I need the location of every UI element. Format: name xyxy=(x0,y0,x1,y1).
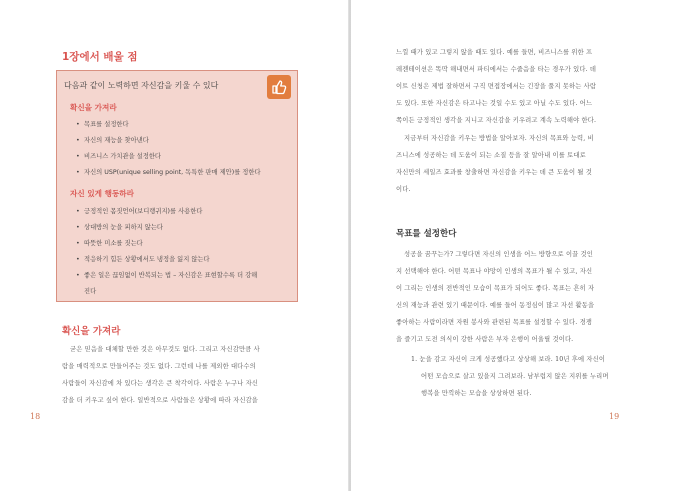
section-heading: 목표를 설정한다 xyxy=(396,229,457,239)
paragraph-line: 이 그리는 인생의 전반적인 모습이 목표가 되어도 좋다. 목표는 흔히 자 xyxy=(396,285,595,292)
paragraph-line: 쪽이든 긍정적인 생각을 지니고 자신감을 키우려고 계속 노력해야 한다. xyxy=(396,117,597,124)
list-item: • 자신의 재능을 찾아낸다 xyxy=(76,137,149,144)
paragraph-line: 자신만의 세일즈 효과를 창출하면 자신감을 키우는 데 큰 도움이 될 것 xyxy=(396,169,593,176)
paragraph-line: 지금부터 자신감을 키우는 방법을 알아보자. 자신의 목표와 능력, 비 xyxy=(404,135,594,142)
paragraph-line: 좋아하는 사람이라면 자원 봉사와 관련된 목표를 설정할 수 있다. 경쟁 xyxy=(396,319,593,326)
numbered-list-line: 행복을 만끽하는 모습을 상상하면 된다. xyxy=(421,390,532,397)
summary-box-heading: 다음과 같이 노력하면 자신감을 키울 수 있다 xyxy=(64,81,219,90)
box-group-title-act: 자신 있게 행동하라 xyxy=(70,189,134,198)
paragraph-line: 을 즐기고 도전 의식이 강한 사람은 부자 은행이 어울릴 것이다. xyxy=(396,336,574,343)
box-group-title-confidence: 확신을 가져라 xyxy=(70,103,117,112)
paragraph-line: 느낄 때가 있고 그렇지 않을 때도 있다. 예를 들면, 비즈니스를 위한 프 xyxy=(396,49,593,56)
paragraph-line: 이다. xyxy=(396,186,411,193)
list-item: • 상대방의 눈을 피하지 않는다 xyxy=(76,224,163,231)
list-item: • 비즈니스 가치관을 설정한다 xyxy=(76,153,161,160)
list-item: • 적응하기 힘든 상황에서도 냉정을 잃지 않는다 xyxy=(76,256,210,263)
section-title: 1장에서 배울 점 xyxy=(62,51,138,63)
paragraph-line: 사람들이 자신감에 차 있다는 생각은 큰 착각이다. 사람은 누구나 자신 xyxy=(62,380,259,387)
paragraph-line: 감을 더 키우고 싶어 한다. 일반적으로 사람들은 상황에 따라 자신감을 xyxy=(62,397,259,404)
left-page xyxy=(0,0,349,491)
thumbs-up-icon xyxy=(267,75,291,99)
list-item: • 좋은 일은 끊임없이 반복되는 법 – 자신감은 표현할수록 더 강해 xyxy=(76,272,258,279)
paragraph-line: 굳은 믿음을 대체할 만한 것은 아무것도 없다. 그리고 자신감만큼 사 xyxy=(70,346,260,353)
summary-box xyxy=(56,70,298,302)
paragraph-line: 도 있다. 또한 자신감은 타고나는 것일 수도 있고 아닐 수도 있다. 어느 xyxy=(396,100,593,107)
paragraph-line: 레젠테이션은 똑딱 해내면서 파티에서는 수줍음을 타는 경우가 있다. 데 xyxy=(396,66,597,73)
paragraph-line: 신의 재능과 관련 있기 때문이다. 예를 들어 동정심이 많고 자선 활동을 xyxy=(396,302,595,309)
page-number: 18 xyxy=(30,412,41,421)
paragraph-line: 성공을 꿈꾸는가? 그렇다면 자신의 인생을 어느 방향으로 이끌 것인 xyxy=(404,251,594,258)
section-heading: 확신을 가져라 xyxy=(62,326,121,337)
list-item: • 자신의 USP(unique selling point, 독특한 판매 제안)를 정한다 xyxy=(76,169,261,176)
paragraph-line: 즈니스에 성공하는 데 도움이 되는 소질 등을 잘 알아내 이를 토대로 xyxy=(396,152,586,159)
list-item: • 긍정적인 몸짓언어(보디랭귀지)를 사용한다 xyxy=(76,208,203,215)
numbered-list-line: 어떤 모습으로 살고 있을지 그려보라. 남부럽지 않은 지위를 누리며 xyxy=(421,373,609,380)
right-page xyxy=(351,0,700,491)
numbered-list-line: 1. 눈을 감고 자신이 크게 성공했다고 상상해 보라. 10년 후에 자신이 xyxy=(411,356,606,363)
paragraph-line: 람을 매력적으로 만들어주는 것도 없다. 그런데 나를 제외한 대다수의 xyxy=(62,363,256,370)
list-item: • 따뜻한 미소를 짓는다 xyxy=(76,240,143,247)
paragraph-line: 이트 신청은 제법 잘하면서 구직 면접장에서는 긴장을 풀지 못하는 사람 xyxy=(396,83,597,90)
page-number: 19 xyxy=(609,412,620,421)
list-item-continuation: 진다 xyxy=(84,288,97,295)
paragraph-line: 지 선택해야 한다. 어떤 목표나 야망이 인생의 목표가 될 수 있고, 자신 xyxy=(396,268,593,275)
list-item: • 목표를 설정한다 xyxy=(76,121,129,128)
